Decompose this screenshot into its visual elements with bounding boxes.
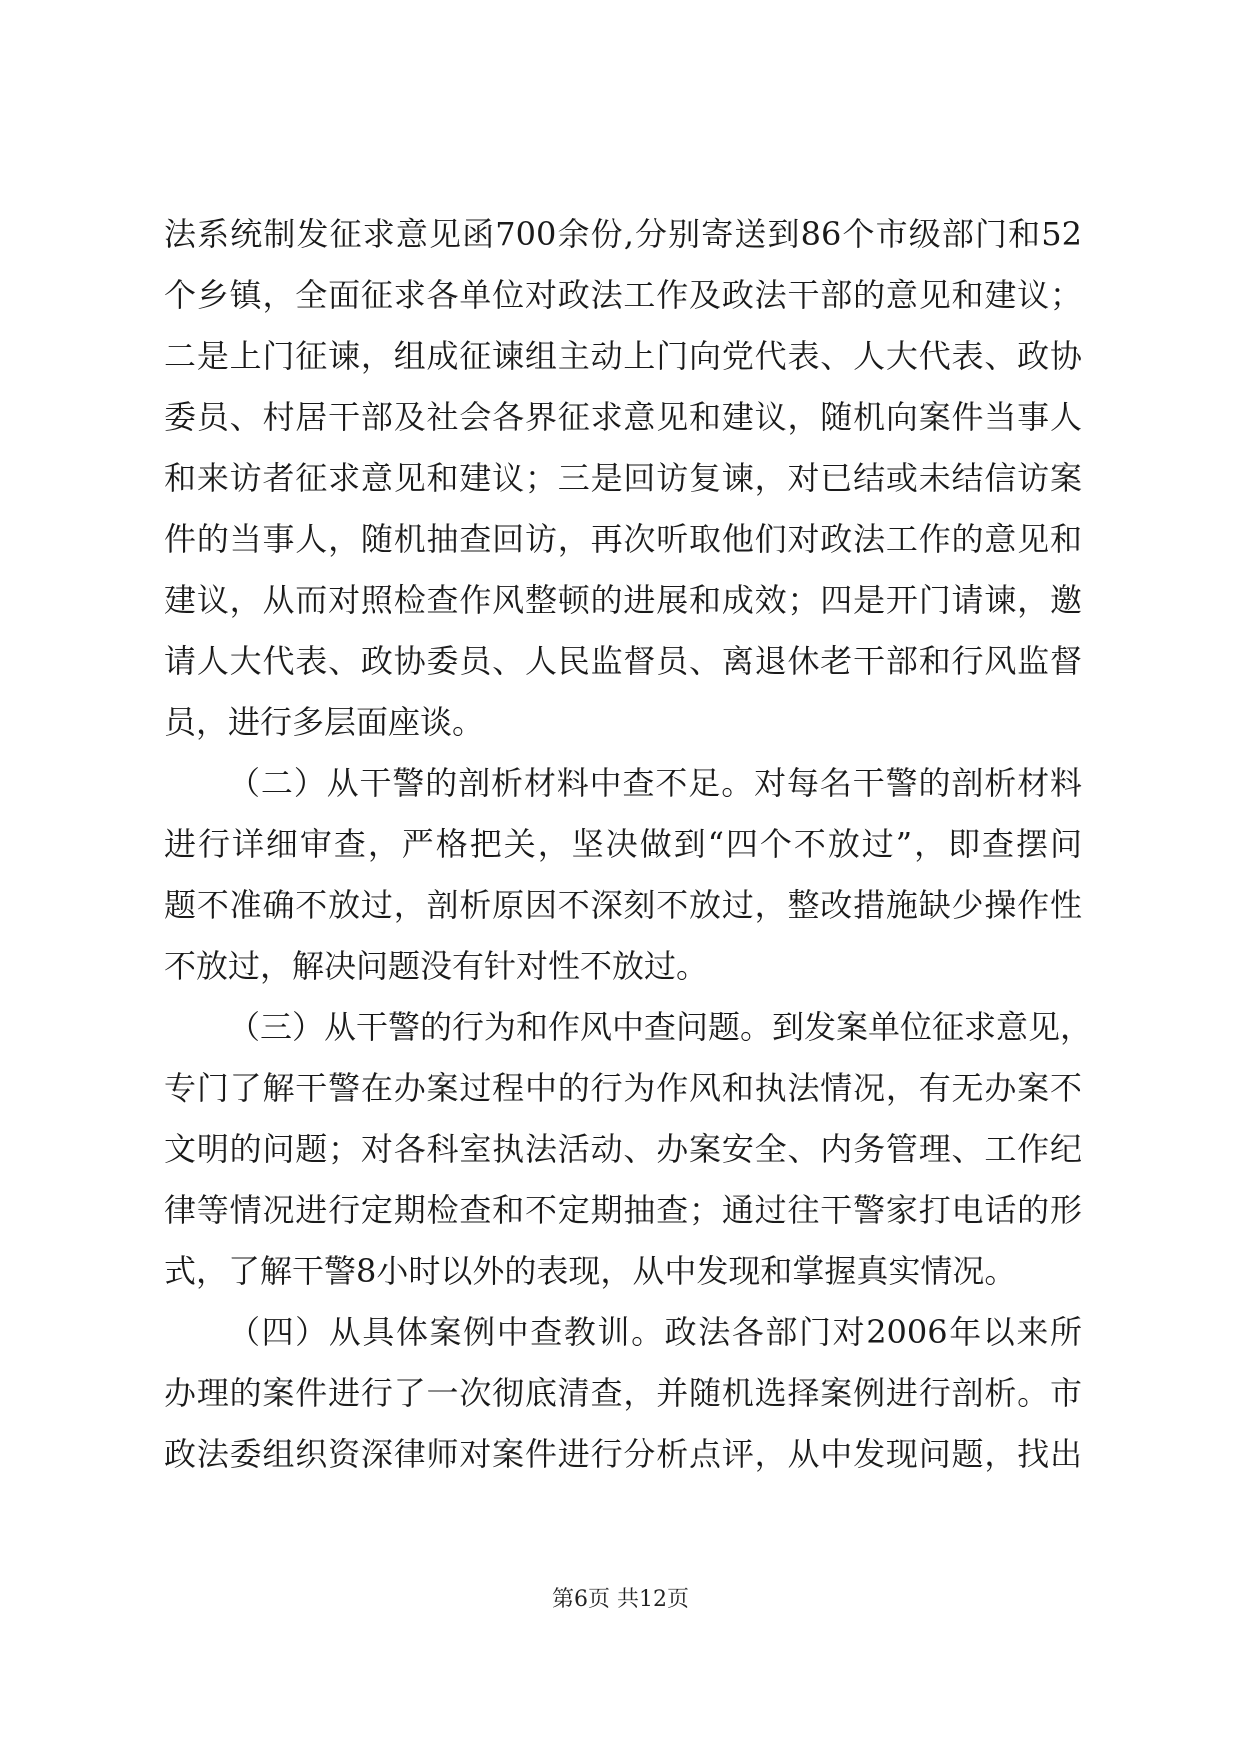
text-line: 法系统制发征求意见函700余份,分别寄送到86个市级部门和52	[164, 215, 1082, 253]
text-line: 件的当事人，随机抽查回访，再次听取他们对政法工作的意见和	[164, 520, 1082, 558]
paragraph-heading-4: （四）从具体案例中查教训。政法各部门对2006年以来所	[228, 1313, 1082, 1351]
text-line: 请人大代表、政协委员、人民监督员、离退休老干部和行风监督	[164, 642, 1082, 680]
text-line: 进行详细审查，严格把关，坚决做到“四个不放过”，即查摆问	[164, 825, 1082, 863]
text-line: 不放过，解决问题没有针对性不放过。	[164, 947, 709, 985]
text-line: 式，了解干警8小时以外的表现，从中发现和掌握真实情况。	[164, 1252, 1017, 1290]
text-line: 委员、村居干部及社会各界征求意见和建议，随机向案件当事人	[164, 398, 1082, 436]
text-line: 题不准确不放过，剖析原因不深刻不放过，整改措施缺少操作性	[164, 886, 1082, 924]
text-line: 办理的案件进行了一次彻底清查，并随机选择案例进行剖析。市	[164, 1374, 1082, 1412]
text-line: 二是上门征谏，组成征谏组主动上门向党代表、人大代表、政协	[164, 337, 1082, 375]
page-number-footer: 第6页 共12页	[552, 1587, 689, 1612]
text-line: 专门了解干警在办案过程中的行为作风和执法情况，有无办案不	[164, 1069, 1082, 1107]
text-line: 个乡镇，全面征求各单位对政法工作及政法干部的意见和建议；	[164, 276, 1082, 314]
text-line: 和来访者征求意见和建议；三是回访复谏，对已结或未结信访案	[164, 459, 1082, 497]
text-line: 建议，从而对照检查作风整顿的进展和成效；四是开门请谏，邀	[164, 581, 1082, 619]
text-line: 政法委组织资深律师对案件进行分析点评，从中发现问题，找出	[164, 1435, 1082, 1473]
text-line: 律等情况进行定期检查和不定期抽查；通过往干警家打电话的形	[164, 1191, 1082, 1229]
paragraph-heading-2: （二）从干警的剖析材料中查不足。对每名干警的剖析材料	[228, 764, 1082, 802]
text-line: 文明的问题；对各科室执法活动、办案安全、内务管理、工作纪	[164, 1130, 1082, 1168]
paragraph-heading-3: （三）从干警的行为和作风中查问题。到发案单位征求意见，	[228, 1008, 1093, 1046]
text-line: 员，进行多层面座谈。	[164, 703, 485, 741]
